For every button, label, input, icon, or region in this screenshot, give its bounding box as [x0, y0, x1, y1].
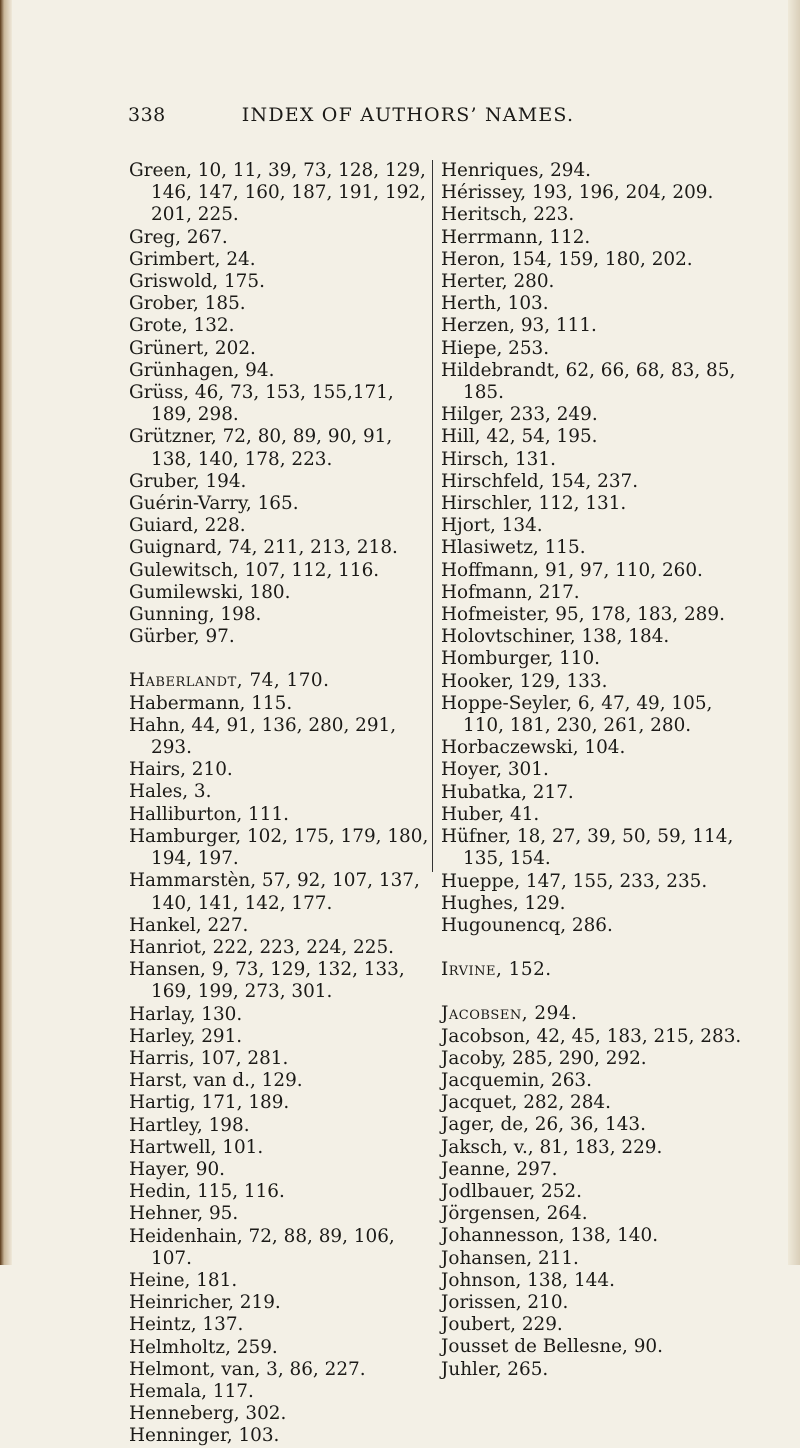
index-entry: Hill, 42, 54, 195. [441, 426, 598, 448]
index-entry: Hairs, 210. [129, 759, 233, 781]
index-entry: Heinricher, 219. [129, 1292, 281, 1314]
index-entry: Helmholtz, 259. [129, 1336, 278, 1358]
index-entry: Greg, 267. [129, 226, 228, 248]
index-entry: Heintz, 137. [129, 1314, 244, 1336]
index-entry: Gruber, 194. [129, 470, 247, 492]
index-entry: Gunning, 198. [129, 604, 262, 626]
index-entry: Hahn, 44, 91, 136, 280, 291, 293. [129, 714, 397, 759]
index-entry: Hansen, 9, 73, 129, 132, 133, 169, 199, 273, 301. [129, 959, 405, 1003]
index-entry: Hartwell, 101. [129, 1136, 264, 1158]
index-entry: Hjort, 134. [441, 515, 543, 537]
section-gap [441, 981, 751, 1003]
index-entry: Hubatka, 217. [441, 781, 574, 803]
index-entry: Henriques, 294. [441, 160, 592, 181]
index-entry: Homburger, 110. [441, 648, 601, 670]
index-entry: Habermann, 115. [129, 692, 293, 714]
page-binding-edge [0, 0, 12, 1265]
index-entry: Jacoby, 285, 290, 292. [441, 1047, 647, 1069]
index-entry: Holovtschiner, 138, 184. [441, 626, 670, 648]
index-entry: Hehner, 95. [129, 1203, 239, 1225]
index-entry: Grimbert, 24. [129, 248, 256, 270]
running-title: INDEX OF AUTHORS’ NAMES. [241, 104, 575, 126]
index-column-left [129, 160, 429, 1448]
index-entry: Herter, 280. [441, 271, 555, 293]
index-entry: Hiepe, 253. [441, 337, 550, 359]
index-entry: Haberlandt, 74, 170. [129, 670, 330, 692]
index-entry: Hartig, 171, 189. [129, 1092, 290, 1114]
index-entry: Helmont, van, 3, 86, 227. [129, 1358, 366, 1380]
index-entry: Hammarstèn, 57, 92, 107, 137, 140, 141, 142, 177. [129, 870, 420, 914]
index-entry: Hankel, 227. [129, 914, 249, 936]
index-entry: Hoffmann, 91, 97, 110, 260. [441, 559, 703, 581]
index-entry: Jager, de, 26, 36, 143. [441, 1114, 646, 1136]
index-entry: Harlay, 130. [129, 1003, 243, 1025]
section-gap [441, 937, 751, 959]
index-entry: Halliburton, 111. [129, 803, 290, 825]
index-entry: Hirschfeld, 154, 237. [441, 470, 639, 492]
index-entry: Green, 10, 11, 39, 73, 128, 129, 146, 147, 160, 187, 191, 192, 201, 225. [129, 160, 426, 226]
index-entry: Hamburger, 102, 175, 179, 180, 194, 197. [129, 825, 429, 870]
index-entry: Juhler, 265. [441, 1358, 549, 1380]
index-entry: Grober, 185. [129, 293, 246, 315]
index-entry: Hoyer, 301. [441, 759, 549, 781]
index-entry: Jacobsen, 294. [441, 1003, 578, 1025]
page-outer-edge [788, 0, 800, 1265]
index-entry: Hlasiwetz, 115. [441, 537, 586, 559]
index-entry: Jacquet, 282, 284. [441, 1092, 611, 1114]
index-entry: Heidenhain, 72, 88, 89, 106, 107. [129, 1225, 395, 1269]
index-entry: Guiard, 228. [129, 515, 246, 537]
page-header [128, 104, 688, 132]
index-entry: Harley, 291. [129, 1025, 243, 1047]
index-entry: Hirschler, 112, 131. [441, 493, 627, 515]
section-gap [129, 648, 429, 670]
index-entry: Heine, 181. [129, 1269, 238, 1291]
index-entry: Hooker, 129, 133. [441, 670, 608, 692]
index-column-right [441, 160, 751, 1381]
index-entry: Grünhagen, 94. [129, 359, 275, 381]
index-entry: Guérin-Varry, 165. [129, 493, 299, 515]
index-entry: Huber, 41. [441, 803, 540, 825]
index-entry: Guignard, 74, 211, 213, 218. [129, 537, 398, 559]
index-entry: Grüss, 46, 73, 153, 155,171, 189, 298. [129, 382, 394, 426]
index-entry: Gumilewski, 180. [129, 581, 291, 603]
index-entry: Gulewitsch, 107, 112, 116. [129, 559, 380, 581]
index-entry: Gürber, 97. [129, 626, 235, 648]
index-entry: Hedin, 115, 116. [129, 1181, 285, 1203]
index-entry: Hirsch, 131. [441, 448, 556, 470]
index-entry: Herth, 103. [441, 293, 549, 315]
index-entry: Herzen, 93, 111. [441, 315, 597, 337]
index-entry: Heritsch, 223. [441, 204, 575, 226]
index-entry: Jeanne, 297. [441, 1158, 558, 1180]
index-entry: Jorissen, 210. [441, 1291, 569, 1313]
index-entry: Hartley, 198. [129, 1114, 250, 1136]
index-entry: Irvine, 152. [441, 959, 552, 981]
page-number: 338 [128, 104, 166, 126]
index-entry: Hildebrandt, 62, 66, 68, 83, 85, 185. [441, 359, 736, 404]
index-entry: Hanriot, 222, 223, 224, 225. [129, 936, 395, 958]
index-entry: Hüfner, 18, 27, 39, 50, 59, 114, 135, 154. [441, 826, 734, 870]
index-entry: Hofmann, 217. [441, 581, 580, 603]
index-entry: Griswold, 175. [129, 271, 265, 293]
index-entry: Hales, 3. [129, 781, 212, 803]
index-entry: Jaksch, v., 81, 183, 229. [441, 1136, 663, 1158]
index-entry: Jörgensen, 264. [441, 1203, 588, 1225]
index-entry: Grote, 132. [129, 315, 235, 337]
index-entry: Henneberg, 302. [129, 1403, 287, 1425]
column-divider [432, 160, 433, 872]
index-entry: Hueppe, 147, 155, 233, 235. [441, 870, 708, 892]
index-entry: Jacquemin, 263. [441, 1069, 592, 1091]
index-entry: Jousset de Bellesne, 90. [441, 1336, 663, 1358]
index-entry: Heron, 154, 159, 180, 202. [441, 248, 693, 270]
index-entry: Hoppe-Seyler, 6, 47, 49, 105, 110, 181, 230, 261, 280. [441, 692, 713, 737]
index-entry: Hemala, 117. [129, 1380, 254, 1402]
index-entry: Hérissey, 193, 196, 204, 209. [441, 182, 714, 204]
index-entry: Herrmann, 112. [441, 226, 591, 248]
index-entry: Hughes, 129. [441, 892, 566, 914]
index-entry: Johannesson, 138, 140. [441, 1225, 659, 1247]
index-entry: Hayer, 90. [129, 1158, 225, 1180]
index-entry: Hilger, 233, 249. [441, 404, 598, 426]
index-entry: Grünert, 202. [129, 337, 256, 359]
index-entry: Harris, 107, 281. [129, 1047, 289, 1069]
index-entry: Harst, van d., 129. [129, 1070, 303, 1092]
index-entry: Hofmeister, 95, 178, 183, 289. [441, 604, 725, 626]
index-entry: Hugounencq, 286. [441, 914, 613, 936]
index-entry: Jacobson, 42, 45, 183, 215, 283. [441, 1025, 742, 1047]
index-entry: Henninger, 103. [129, 1425, 280, 1447]
index-entry: Grützner, 72, 80, 89, 90, 91, 138, 140, 178, 223. [129, 426, 393, 470]
index-entry: Johansen, 211. [441, 1247, 579, 1269]
index-entry: Horbaczewski, 104. [441, 737, 626, 759]
index-entry: Jodlbauer, 252. [441, 1180, 582, 1202]
index-entry: Joubert, 229. [441, 1314, 563, 1336]
index-entry: Johnson, 138, 144. [441, 1269, 615, 1291]
